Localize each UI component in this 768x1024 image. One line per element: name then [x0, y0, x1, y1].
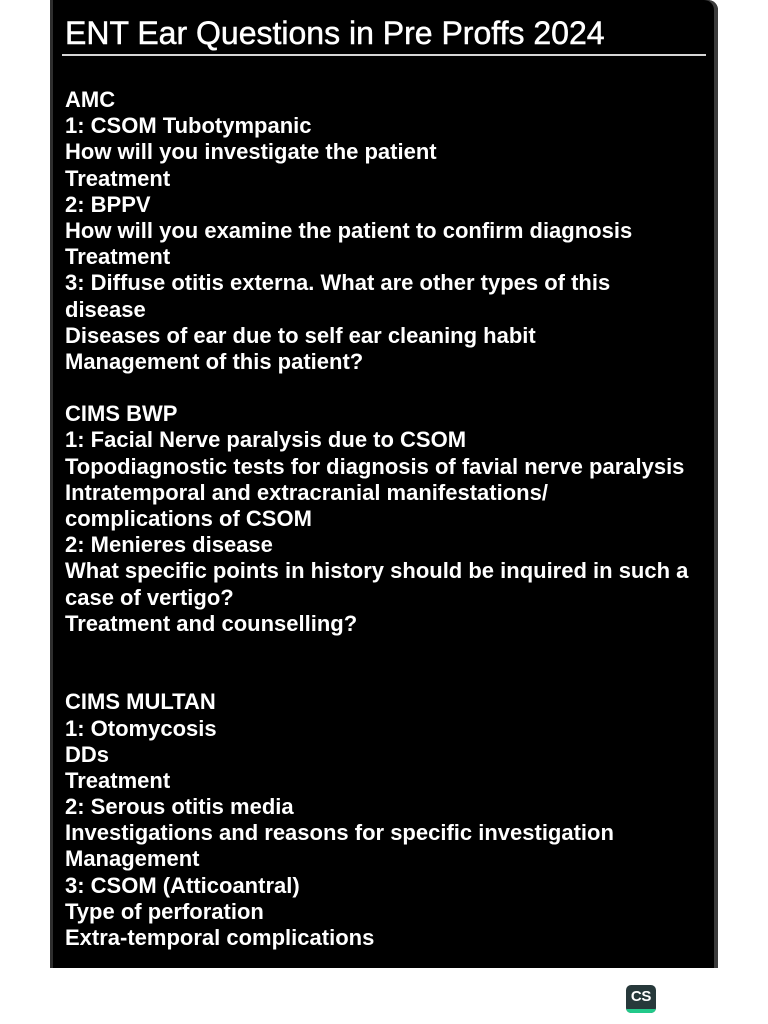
question-line: Management — [65, 846, 200, 872]
question-line: Treatment and counselling? — [65, 610, 358, 636]
camscanner-logo — [626, 985, 656, 1013]
document-title: ENT Ear Questions in Pre Proffs 2024 — [65, 15, 605, 51]
question-line: 2: BPPV — [65, 191, 151, 217]
question-line: 1: Otomycosis — [65, 715, 217, 741]
question-line: Treatment — [65, 244, 171, 270]
section-heading: CIMS BWP — [65, 401, 178, 427]
camscanner-logo-text: CS — [630, 988, 652, 1005]
section-heading: AMC — [65, 87, 116, 112]
question-line: Treatment — [65, 165, 171, 191]
question-line: 2: Menieres disease — [65, 532, 273, 558]
question-line: What specific points in history should be inquired in such a — [65, 558, 689, 584]
camscanner-logo-accent — [626, 1009, 656, 1013]
question-line: Extra-temporal complications — [65, 925, 375, 951]
notes-panel — [50, 0, 718, 968]
question-line: 2: Serous otitis media — [65, 794, 294, 820]
question-line: How will you examine the patient to confirm diagnosis — [65, 217, 633, 243]
question-line: case of vertigo? — [65, 584, 234, 610]
question-line: Intratemporal and extracranial manifestations/ — [65, 479, 548, 505]
question-line: 3: Diffuse otitis externa. What are other types of this — [65, 270, 611, 296]
section-cims-multan — [65, 689, 688, 951]
question-line: Diseases of ear due to self ear cleaning habit — [65, 322, 536, 348]
question-line: Investigations and reasons for specific investigation — [65, 820, 614, 846]
question-line: Type of perforation — [65, 898, 264, 924]
question-line: DDs — [65, 741, 110, 767]
section-heading: CIMS MULTAN — [65, 689, 216, 715]
question-line: Management of this patient? — [65, 348, 364, 374]
question-line: 1: Facial Nerve paralysis due to CSOM — [65, 427, 467, 453]
question-line: Topodiagnostic tests for diagnosis of favial nerve paralysis — [65, 453, 685, 479]
question-line: disease — [65, 296, 146, 322]
question-line: 3: CSOM (Atticoantral) — [65, 872, 300, 898]
title-divider — [62, 54, 706, 56]
question-line: Treatment — [65, 767, 171, 793]
document-body — [65, 87, 688, 951]
question-line: complications of CSOM — [65, 506, 312, 531]
question-line: 1: CSOM Tubotympanic — [65, 113, 312, 139]
section-amc — [65, 87, 688, 375]
question-line: How will you investigate the patient — [65, 139, 437, 165]
section-cims-bwp — [65, 401, 688, 637]
